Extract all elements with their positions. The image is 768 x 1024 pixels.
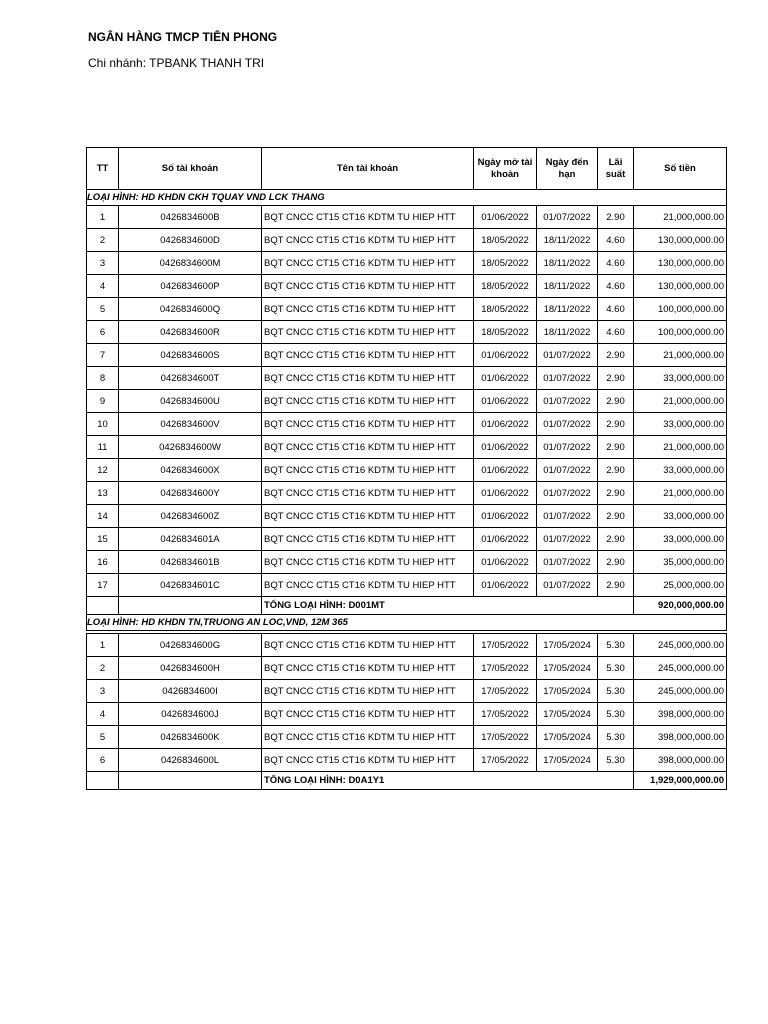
cell-tt: 13 [87,482,119,505]
cell-interest-rate: 2.90 [598,528,634,551]
cell-tt: 2 [87,229,119,252]
cell-interest-rate: 5.30 [598,726,634,749]
cell-account-number: 0426834600H [119,657,262,680]
cell-account-number: 0426834600B [119,206,262,229]
col-header-account-number: Số tài khoản [119,148,262,190]
cell-interest-rate: 2.90 [598,551,634,574]
cell-due-date: 01/07/2022 [537,390,598,413]
cell-due-date: 18/11/2022 [537,298,598,321]
cell-open-date: 17/05/2022 [474,657,537,680]
cell-amount: 398,000,000.00 [634,703,727,726]
group-total-amount: 920,000,000.00 [634,597,727,615]
cell-account-name: BQT CNCC CT15 CT16 KDTM TU HIEP HTT [262,634,474,657]
table-row [87,482,727,505]
cell-tt: 4 [87,275,119,298]
table-row [87,657,727,680]
cell-open-date: 18/05/2022 [474,229,537,252]
table-row [87,528,727,551]
cell-account-name: BQT CNCC CT15 CT16 KDTM TU HIEP HTT [262,367,474,390]
cell-interest-rate: 2.90 [598,390,634,413]
cell-interest-rate: 5.30 [598,749,634,772]
cell-interest-rate: 4.60 [598,229,634,252]
cell-due-date: 18/11/2022 [537,252,598,275]
total-blank-account [119,597,262,615]
cell-tt: 5 [87,298,119,321]
cell-amount: 245,000,000.00 [634,657,727,680]
cell-tt: 4 [87,703,119,726]
cell-interest-rate: 2.90 [598,574,634,597]
table-row [87,703,727,726]
cell-account-name: BQT CNCC CT15 CT16 KDTM TU HIEP HTT [262,206,474,229]
cell-tt: 5 [87,726,119,749]
cell-interest-rate: 2.90 [598,459,634,482]
cell-due-date: 01/07/2022 [537,459,598,482]
cell-account-name: BQT CNCC CT15 CT16 KDTM TU HIEP HTT [262,436,474,459]
table-row [87,634,727,657]
col-header-tt: TT [87,148,119,190]
cell-amount: 130,000,000.00 [634,275,727,298]
total-blank-tt [87,772,119,790]
cell-account-name: BQT CNCC CT15 CT16 KDTM TU HIEP HTT [262,459,474,482]
cell-account-number: 0426834600D [119,229,262,252]
cell-account-name: BQT CNCC CT15 CT16 KDTM TU HIEP HTT [262,275,474,298]
col-header-amount: Số tiền [634,148,727,190]
cell-due-date: 01/07/2022 [537,505,598,528]
cell-open-date: 17/05/2022 [474,634,537,657]
cell-open-date: 18/05/2022 [474,275,537,298]
cell-account-name: BQT CNCC CT15 CT16 KDTM TU HIEP HTT [262,229,474,252]
cell-due-date: 18/11/2022 [537,229,598,252]
accounts-table [86,147,727,790]
cell-due-date: 18/11/2022 [537,321,598,344]
cell-account-number: 0426834600K [119,726,262,749]
cell-tt: 2 [87,657,119,680]
cell-account-name: BQT CNCC CT15 CT16 KDTM TU HIEP HTT [262,252,474,275]
cell-tt: 1 [87,206,119,229]
cell-amount: 21,000,000.00 [634,344,727,367]
table-header-row [87,148,727,190]
cell-open-date: 01/06/2022 [474,436,537,459]
cell-amount: 100,000,000.00 [634,298,727,321]
cell-tt: 6 [87,749,119,772]
cell-tt: 14 [87,505,119,528]
cell-interest-rate: 2.90 [598,482,634,505]
cell-open-date: 01/06/2022 [474,367,537,390]
cell-due-date: 17/05/2024 [537,634,598,657]
cell-account-name: BQT CNCC CT15 CT16 KDTM TU HIEP HTT [262,321,474,344]
cell-account-number: 0426834600Q [119,298,262,321]
cell-open-date: 01/06/2022 [474,344,537,367]
cell-due-date: 01/07/2022 [537,574,598,597]
table-row [87,252,727,275]
cell-account-number: 0426834600R [119,321,262,344]
branch-name: Chi nhánh: TPBANK THANH TRI [88,56,265,70]
cell-account-name: BQT CNCC CT15 CT16 KDTM TU HIEP HTT [262,413,474,436]
cell-account-name: BQT CNCC CT15 CT16 KDTM TU HIEP HTT [262,505,474,528]
cell-amount: 21,000,000.00 [634,436,727,459]
table-row [87,275,727,298]
cell-interest-rate: 4.60 [598,321,634,344]
cell-tt: 11 [87,436,119,459]
col-header-due-date: Ngày đến hạn [537,148,598,190]
cell-amount: 33,000,000.00 [634,459,727,482]
cell-interest-rate: 4.60 [598,252,634,275]
group-total-row [87,772,727,790]
table-row [87,459,727,482]
cell-account-number: 0426834600V [119,413,262,436]
group-total-row [87,597,727,615]
cell-account-name: BQT CNCC CT15 CT16 KDTM TU HIEP HTT [262,482,474,505]
cell-open-date: 01/06/2022 [474,574,537,597]
cell-tt: 17 [87,574,119,597]
cell-interest-rate: 5.30 [598,657,634,680]
cell-interest-rate: 5.30 [598,703,634,726]
cell-due-date: 01/07/2022 [537,206,598,229]
cell-amount: 33,000,000.00 [634,505,727,528]
group-total-label: TỔNG LOẠI HÌNH: D001MT [262,597,634,615]
cell-amount: 245,000,000.00 [634,680,727,703]
table-row [87,749,727,772]
cell-account-number: 0426834600I [119,680,262,703]
cell-open-date: 17/05/2022 [474,680,537,703]
cell-tt: 10 [87,413,119,436]
table-row [87,298,727,321]
total-blank-account [119,772,262,790]
cell-interest-rate: 4.60 [598,275,634,298]
cell-open-date: 01/06/2022 [474,551,537,574]
cell-interest-rate: 2.90 [598,413,634,436]
cell-due-date: 01/07/2022 [537,482,598,505]
cell-due-date: 01/07/2022 [537,551,598,574]
cell-account-number: 0426834601C [119,574,262,597]
cell-account-name: BQT CNCC CT15 CT16 KDTM TU HIEP HTT [262,298,474,321]
cell-amount: 130,000,000.00 [634,229,727,252]
col-header-account-name: Tên tài khoản [262,148,474,190]
cell-account-name: BQT CNCC CT15 CT16 KDTM TU HIEP HTT [262,551,474,574]
table-row [87,367,727,390]
cell-account-name: BQT CNCC CT15 CT16 KDTM TU HIEP HTT [262,344,474,367]
cell-amount: 398,000,000.00 [634,749,727,772]
group-title-row [87,615,727,631]
cell-open-date: 18/05/2022 [474,321,537,344]
cell-open-date: 18/05/2022 [474,298,537,321]
table-row [87,229,727,252]
col-header-interest-rate: Lãi suất [598,148,634,190]
cell-open-date: 01/06/2022 [474,413,537,436]
cell-account-number: 0426834600S [119,344,262,367]
table-row [87,390,727,413]
cell-account-number: 0426834601A [119,528,262,551]
cell-due-date: 01/07/2022 [537,528,598,551]
cell-open-date: 17/05/2022 [474,703,537,726]
table-row [87,726,727,749]
group-title: LOẠI HÌNH: HD KHDN TN,TRUONG AN LOC,VND, 12M 365 [87,615,727,631]
cell-interest-rate: 5.30 [598,634,634,657]
cell-amount: 21,000,000.00 [634,482,727,505]
cell-due-date: 18/11/2022 [537,275,598,298]
cell-due-date: 17/05/2024 [537,657,598,680]
cell-amount: 25,000,000.00 [634,574,727,597]
table-row [87,436,727,459]
cell-amount: 21,000,000.00 [634,206,727,229]
cell-account-name: BQT CNCC CT15 CT16 KDTM TU HIEP HTT [262,390,474,413]
table-row [87,680,727,703]
cell-interest-rate: 2.90 [598,206,634,229]
group-total-label: TỔNG LOẠI HÌNH: D0A1Y1 [262,772,634,790]
cell-due-date: 01/07/2022 [537,436,598,459]
cell-amount: 245,000,000.00 [634,634,727,657]
table-body [87,190,727,790]
cell-open-date: 01/06/2022 [474,390,537,413]
cell-due-date: 17/05/2024 [537,703,598,726]
cell-open-date: 01/06/2022 [474,528,537,551]
cell-tt: 16 [87,551,119,574]
cell-account-number: 0426834600Z [119,505,262,528]
cell-interest-rate: 2.90 [598,344,634,367]
cell-amount: 33,000,000.00 [634,528,727,551]
cell-account-name: BQT CNCC CT15 CT16 KDTM TU HIEP HTT [262,703,474,726]
total-blank-tt [87,597,119,615]
cell-tt: 3 [87,252,119,275]
table-row [87,206,727,229]
cell-amount: 35,000,000.00 [634,551,727,574]
cell-account-number: 0426834600U [119,390,262,413]
cell-account-number: 0426834600W [119,436,262,459]
cell-amount: 33,000,000.00 [634,413,727,436]
cell-account-number: 0426834600P [119,275,262,298]
cell-tt: 6 [87,321,119,344]
cell-open-date: 01/06/2022 [474,459,537,482]
cell-account-number: 0426834600T [119,367,262,390]
cell-account-name: BQT CNCC CT15 CT16 KDTM TU HIEP HTT [262,657,474,680]
cell-tt: 7 [87,344,119,367]
cell-due-date: 01/07/2022 [537,413,598,436]
cell-tt: 8 [87,367,119,390]
cell-account-name: BQT CNCC CT15 CT16 KDTM TU HIEP HTT [262,726,474,749]
cell-account-name: BQT CNCC CT15 CT16 KDTM TU HIEP HTT [262,749,474,772]
cell-interest-rate: 4.60 [598,298,634,321]
cell-account-name: BQT CNCC CT15 CT16 KDTM TU HIEP HTT [262,528,474,551]
cell-due-date: 17/05/2024 [537,749,598,772]
cell-amount: 33,000,000.00 [634,367,727,390]
cell-due-date: 01/07/2022 [537,367,598,390]
cell-account-number: 0426834600X [119,459,262,482]
cell-account-number: 0426834600G [119,634,262,657]
group-total-amount: 1,929,000,000.00 [634,772,727,790]
cell-amount: 130,000,000.00 [634,252,727,275]
cell-account-number: 0426834600L [119,749,262,772]
cell-due-date: 17/05/2024 [537,680,598,703]
cell-amount: 398,000,000.00 [634,726,727,749]
cell-account-number: 0426834600M [119,252,262,275]
col-header-open-date: Ngày mở tài khoản [474,148,537,190]
cell-interest-rate: 5.30 [598,680,634,703]
cell-interest-rate: 2.90 [598,436,634,459]
cell-open-date: 01/06/2022 [474,505,537,528]
cell-account-number: 0426834600J [119,703,262,726]
cell-tt: 1 [87,634,119,657]
cell-open-date: 01/06/2022 [474,206,537,229]
cell-account-number: 0426834601B [119,551,262,574]
table-row [87,413,727,436]
table-row [87,344,727,367]
cell-tt: 3 [87,680,119,703]
cell-account-name: BQT CNCC CT15 CT16 KDTM TU HIEP HTT [262,680,474,703]
cell-amount: 100,000,000.00 [634,321,727,344]
table-row [87,551,727,574]
group-title: LOẠI HÌNH: HD KHDN CKH TQUAY VND LCK THANG [87,190,727,206]
cell-interest-rate: 2.90 [598,367,634,390]
cell-account-name: BQT CNCC CT15 CT16 KDTM TU HIEP HTT [262,574,474,597]
cell-tt: 12 [87,459,119,482]
table-row [87,505,727,528]
cell-due-date: 17/05/2024 [537,726,598,749]
table-row [87,574,727,597]
cell-due-date: 01/07/2022 [537,344,598,367]
cell-tt: 15 [87,528,119,551]
cell-amount: 21,000,000.00 [634,390,727,413]
cell-interest-rate: 2.90 [598,505,634,528]
cell-open-date: 01/06/2022 [474,482,537,505]
cell-account-number: 0426834600Y [119,482,262,505]
bank-name: NGÂN HÀNG TMCP TIÊN PHONG [88,30,278,44]
group-title-row [87,190,727,206]
cell-tt: 9 [87,390,119,413]
cell-open-date: 18/05/2022 [474,252,537,275]
table-row [87,321,727,344]
cell-open-date: 17/05/2022 [474,726,537,749]
cell-open-date: 17/05/2022 [474,749,537,772]
